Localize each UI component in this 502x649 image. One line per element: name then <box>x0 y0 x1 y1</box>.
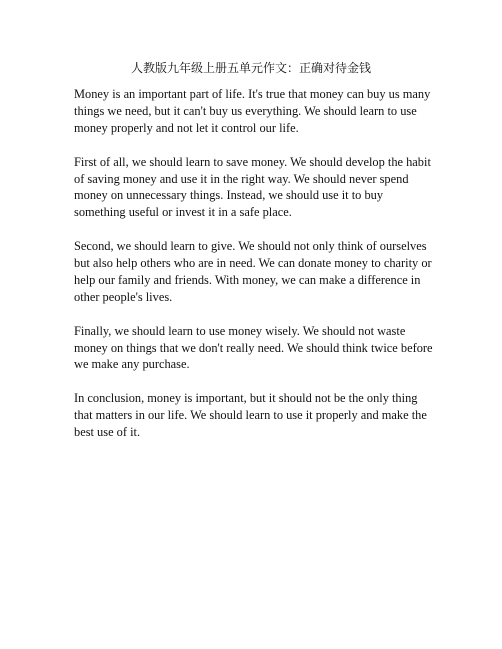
document-title: 人教版九年级上册五单元作文：正确对待金钱 <box>130 61 371 75</box>
paragraph-save-money: First of all, we should learn to save money. We should develop the habit of saving money and use it in the right way. We should never spend money on unnecessary things. Instead, we should use it to buy something useful or invest it in a safe place. <box>74 154 431 220</box>
paragraph-use-wisely: Finally, we should learn to use money wisely. We should not waste money on things that we don't really need. We should think twice before we make any purchase. <box>74 323 433 372</box>
paragraph-give: Second, we should learn to give. We should not only think of ourselves but also help others who are in need. We can donate money to charity or help our family and friends. With money, we can make a difference in other people's lives. <box>74 239 432 304</box>
paragraph-conclusion: In conclusion, money is important, but it should not be the only thing that matters in our life. We should learn to use it properly and make the best use of it. <box>74 391 427 440</box>
paragraph-introduction: Money is an important part of life. It's true that money can buy us many things we need, but it can't buy us everything. We should learn to use money properly and not let it control our life. <box>74 87 431 135</box>
document-body <box>74 86 434 458</box>
